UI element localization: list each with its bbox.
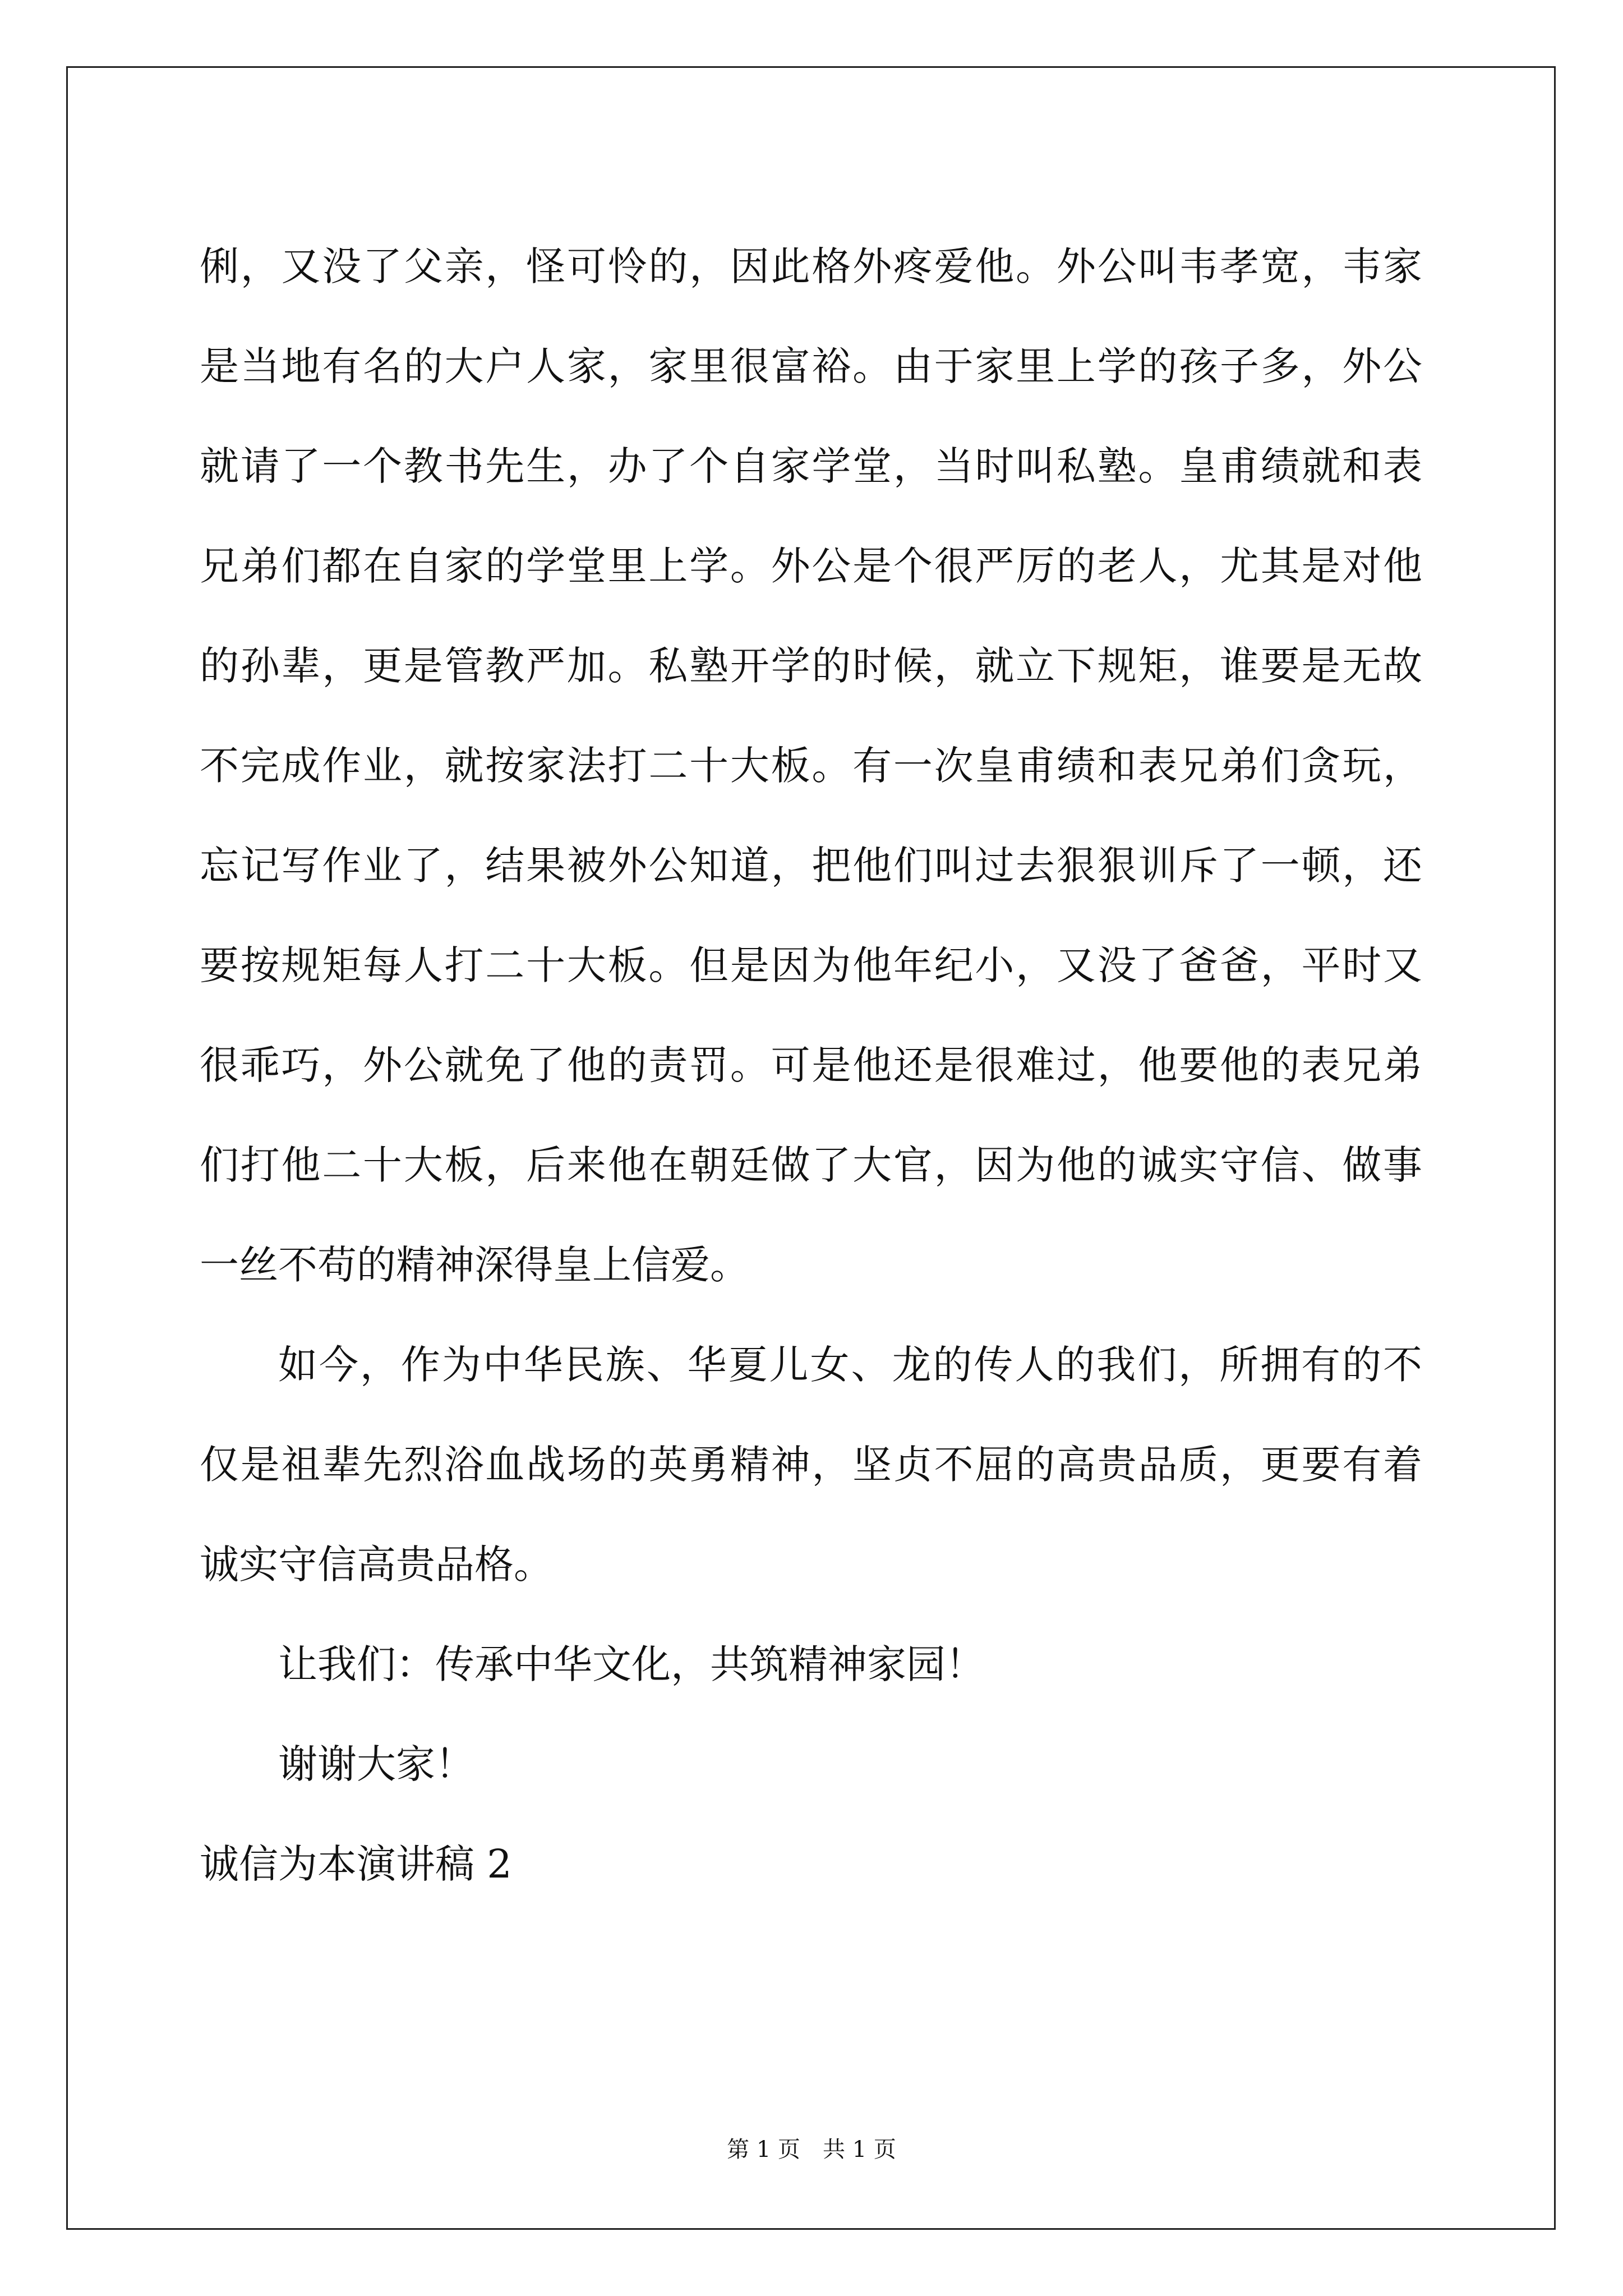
- text-line: 仅是祖辈先烈浴血战场的英勇精神，坚贞不屈的高贵品质，更要有着: [200, 1442, 1422, 1488]
- paragraph-1: [200, 217, 1422, 1315]
- text-line: 很乖巧，外公就免了他的责罚。可是他还是很难过，他要他的表兄弟: [200, 1042, 1422, 1088]
- text-line: 俐，又没了父亲，怪可怜的，因此格外疼爱他。外公叫韦孝宽，韦家: [200, 243, 1422, 289]
- text-line: 忘记写作业了，结果被外公知道，把他们叫过去狠狠训斥了一顿，还: [200, 843, 1422, 889]
- document-body: [200, 217, 1422, 1914]
- paragraph-3: 让我们：传承中华文化，共筑精神家园！: [278, 1641, 985, 1687]
- paragraph-2: [200, 1315, 1422, 1614]
- text-line: 一丝不苟的精神深得皇上信爱。: [200, 1242, 749, 1288]
- text-line: 不完成作业，就按家法打二十大板。有一次皇甫绩和表兄弟们贪玩，: [200, 743, 1422, 789]
- text-line: 们打他二十大板，后来他在朝廷做了大官，因为他的诚实守信、做事: [200, 1142, 1422, 1188]
- section-heading: 诚信为本演讲稿 2: [200, 1841, 512, 1887]
- paragraph-4: 谢谢大家！: [278, 1741, 474, 1787]
- text-line: 的孙辈，更是管教严加。私塾开学的时候，就立下规矩，谁要是无故: [200, 643, 1422, 689]
- text-line: 诚实守信高贵品格。: [200, 1542, 553, 1588]
- text-line: 兄弟们都在自家的学堂里上学。外公是个很严厉的老人，尤其是对他: [200, 543, 1422, 589]
- text-line: 如今，作为中华民族、华夏儿女、龙的传人的我们，所拥有的不: [278, 1342, 1422, 1388]
- text-line: 是当地有名的大户人家，家里很富裕。由于家里上学的孩子多，外公: [200, 343, 1422, 389]
- page-number: 第 1 页 共 1 页: [727, 2137, 896, 2162]
- text-line: 就请了一个教书先生，办了个自家学堂，当时叫私塾。皇甫绩就和表: [200, 443, 1422, 489]
- text-line: 要按规矩每人打二十大板。但是因为他年纪小，又没了爸爸，平时又: [200, 942, 1422, 988]
